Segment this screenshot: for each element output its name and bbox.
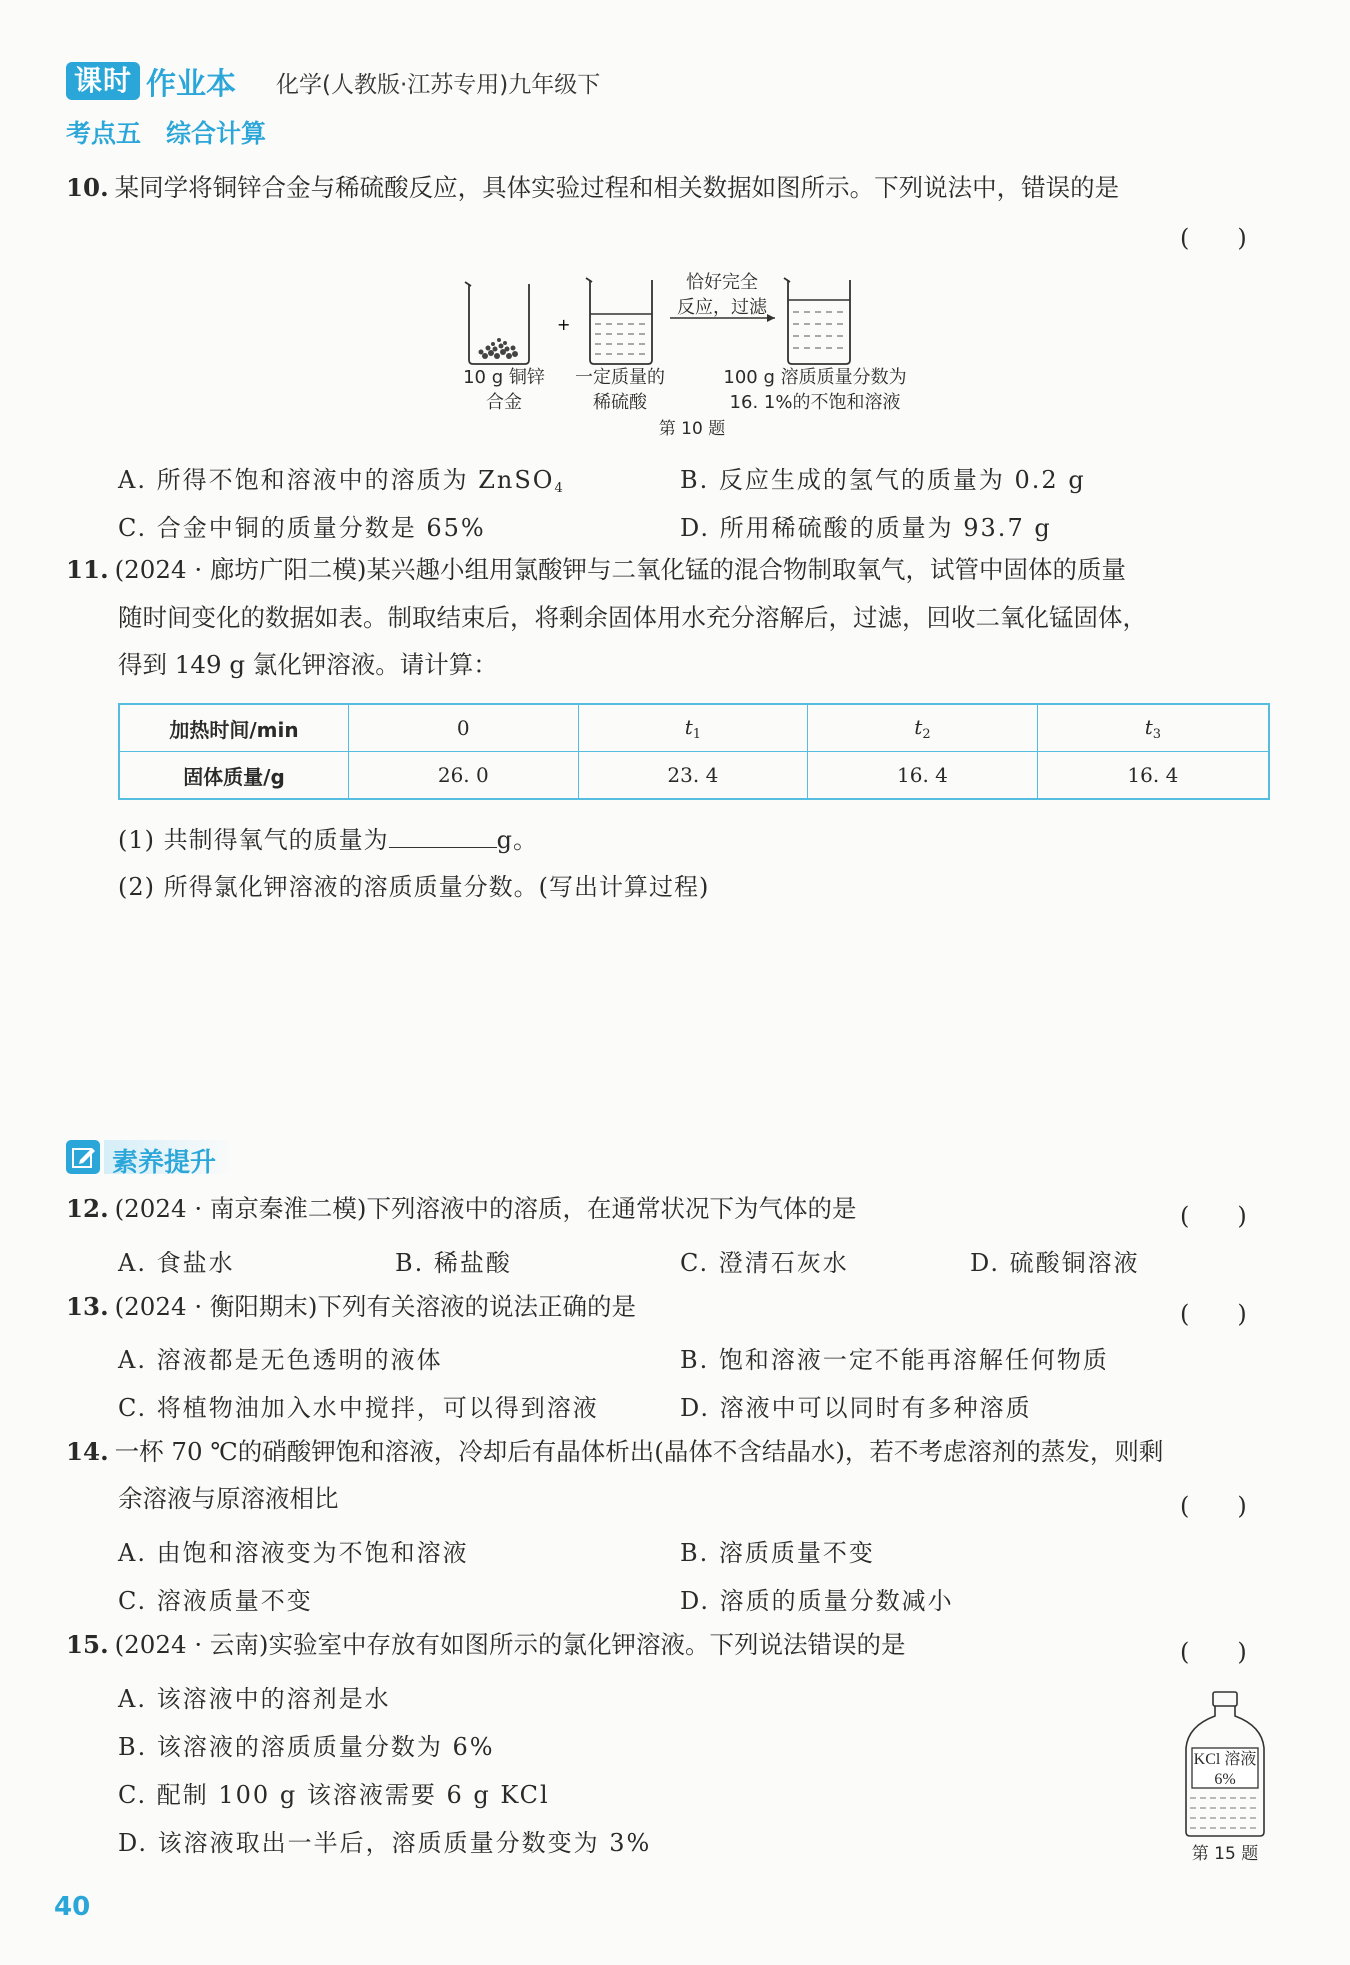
option-text: A. 所得不饱和溶液中的溶质为 ZnSO — [118, 466, 555, 494]
subscript: 1 — [692, 726, 702, 742]
stem-text: (2024 · 廊坊广阳二模)某兴趣小组用氯酸钾与二氧化锰的混合物制取氧气，试管中固体的质量 — [114, 555, 1126, 584]
cell-text: t — [1144, 714, 1153, 739]
beaker-acid — [586, 278, 652, 364]
logo-mark: 课时 — [66, 62, 140, 100]
question-11-line-3: 得到 149 g 氯化钾溶液。请计算： — [118, 650, 498, 679]
table-cell: 16. 4 — [1037, 752, 1269, 800]
option-10-c[interactable]: C. 合金中铜的质量分数是 65% — [118, 514, 486, 542]
label-alloy-line-2: 合金 — [486, 392, 522, 414]
option-13-a[interactable]: A. 溶液都是无色透明的液体 — [118, 1346, 443, 1374]
question-number: 11. — [66, 555, 109, 584]
stem-text: (2024 · 衡阳期末)下列有关溶液的说法正确的是 — [114, 1292, 636, 1321]
table-cell: 16. 4 — [808, 752, 1038, 800]
option-14-a[interactable]: A. 由饱和溶液变为不饱和溶液 — [118, 1539, 469, 1567]
stem-text: 一杯 70 ℃的硝酸钾饱和溶液，冷却后有晶体析出(晶体不含结晶水)，若不考虑溶剂的蒸发，则剩 — [114, 1437, 1164, 1466]
question-11-line-2: 随时间变化的数据如表。制取结束后，将剩余固体用水充分溶解后，过滤，回收二氧化锰固体， — [118, 603, 1147, 632]
option-12-d[interactable]: D. 硫酸铜溶液 — [970, 1249, 1140, 1277]
option-15-c[interactable]: C. 配制 100 g 该溶液需要 6 g KCl — [118, 1781, 550, 1809]
question-number: 14. — [66, 1437, 109, 1466]
table-cell: 23. 4 — [578, 752, 808, 800]
book-subtitle: 化学(人教版·江苏专用)九年级下 — [276, 72, 601, 98]
question-14-line-2: 余溶液与原溶液相比 — [118, 1484, 339, 1513]
cell-text: t — [684, 714, 693, 739]
option-13-b[interactable]: B. 饱和溶液一定不能再溶解任何物质 — [680, 1346, 1109, 1374]
label-alloy-line-1: 10 g 铜锌 — [463, 367, 545, 388]
condition-line-2: 反应，过滤 — [677, 297, 767, 319]
table-cell — [578, 704, 808, 752]
label-acid-line-1: 一定质量的 — [575, 367, 665, 388]
question-14-line-1 — [66, 1437, 1163, 1466]
part-1-text: (1) 共制得氧气的质量为 — [118, 826, 389, 854]
option-15-d[interactable]: D. 该溶液取出一半后，溶质质量分数变为 3% — [118, 1829, 652, 1857]
answer-paren[interactable]: ( ) — [1180, 1638, 1247, 1666]
figure-caption-15: 第 15 题 — [1191, 1844, 1259, 1864]
question-12-stem — [66, 1194, 856, 1223]
book-name: 作业本 — [146, 67, 237, 102]
bottle-label — [1186, 1750, 1264, 1790]
question-number: 13. — [66, 1292, 109, 1321]
option-15-a[interactable]: A. 该溶液中的溶剂是水 — [118, 1685, 391, 1713]
question-11-part-2: (2) 所得氯化钾溶液的溶质质量分数。(写出计算过程) — [118, 873, 710, 901]
label-acid — [561, 365, 679, 415]
option-10-d[interactable]: D. 所用稀硫酸的质量为 93.7 g — [680, 514, 1052, 542]
experiment-diagram — [455, 270, 875, 375]
stem-text: (2024 · 云南)实验室中存放有如图所示的氯化钾溶液。下列说法错误的是 — [114, 1630, 906, 1659]
section-title-5: 考点五 综合计算 — [66, 119, 267, 148]
table-header-mass: 固体质量/g — [119, 752, 349, 800]
label-solution — [700, 365, 930, 415]
label-alloy — [448, 365, 560, 415]
option-14-c[interactable]: C. 溶液质量不变 — [118, 1587, 313, 1615]
option-10-b[interactable]: B. 反应生成的氢气的质量为 0.2 g — [680, 466, 1086, 494]
question-11-part-1 — [118, 820, 538, 855]
table-row — [119, 704, 1269, 752]
question-10-stem — [66, 173, 1119, 202]
subscript: 2 — [922, 726, 931, 742]
cell-text: t — [914, 714, 923, 739]
stem-text: (2024 · 南京秦淮二模)下列溶液中的溶质，在通常状况下为气体的是 — [114, 1194, 857, 1223]
arrow-condition — [667, 270, 777, 320]
option-14-b[interactable]: B. 溶质质量不变 — [680, 1539, 875, 1567]
book-logo — [66, 62, 236, 100]
option-14-d[interactable]: D. 溶质的质量分数减小 — [680, 1587, 954, 1615]
figure-caption-10: 第 10 题 — [658, 419, 726, 439]
option-12-b[interactable]: B. 稀盐酸 — [395, 1249, 512, 1277]
option-13-d[interactable]: D. 溶液中可以同时有多种溶质 — [680, 1394, 1032, 1422]
cell-text: 0 — [456, 716, 470, 740]
bottle-label-line-2: 6% — [1214, 1771, 1236, 1788]
page-number: 40 — [54, 1892, 91, 1922]
answer-blank[interactable] — [389, 825, 497, 848]
answer-paren[interactable]: ( ) — [1180, 1300, 1247, 1328]
option-10-a[interactable] — [118, 460, 565, 496]
table-cell — [1037, 704, 1269, 752]
option-12-c[interactable]: C. 澄清石灰水 — [680, 1249, 849, 1277]
label-solution-line-1: 100 g 溶质质量分数为 — [723, 367, 907, 388]
stem-text: 某同学将铜锌合金与稀硫酸反应，具体实验过程和相关数据如图所示。下列说法中，错误的是 — [114, 173, 1120, 202]
subscript: 3 — [1152, 726, 1162, 742]
question-15-stem — [66, 1630, 905, 1659]
label-acid-line-2: 稀硫酸 — [593, 392, 647, 414]
plus-sign: + — [557, 315, 571, 334]
question-number: 12. — [66, 1194, 109, 1223]
option-13-c[interactable]: C. 将植物油加入水中搅拌，可以得到溶液 — [118, 1394, 599, 1422]
subscript: 4 — [554, 481, 565, 496]
condition-line-1: 恰好完全 — [686, 272, 758, 293]
mass-time-table — [118, 703, 1270, 800]
table-cell: 26. 0 — [349, 752, 579, 800]
beaker-alloy — [465, 282, 529, 364]
section-title-advanced: 素养提升 — [112, 1148, 217, 1178]
table-cell — [808, 704, 1038, 752]
option-12-a[interactable]: A. 食盐水 — [118, 1249, 235, 1277]
part-1-unit: g。 — [496, 826, 538, 854]
table-row — [119, 752, 1269, 800]
question-number: 15. — [66, 1630, 109, 1659]
table-cell — [349, 704, 579, 752]
pencil-icon — [66, 1140, 100, 1174]
table-header-time: 加热时间/min — [119, 704, 349, 752]
label-solution-line-2: 16. 1%的不饱和溶液 — [729, 392, 901, 414]
question-13-stem — [66, 1292, 636, 1321]
answer-paren[interactable]: ( ) — [1180, 1492, 1247, 1520]
option-15-b[interactable]: B. 该溶液的溶质质量分数为 6% — [118, 1733, 495, 1761]
bottle-label-line-1: KCl 溶液 — [1193, 1751, 1257, 1768]
beaker-solution — [784, 278, 850, 364]
question-11-line-1 — [66, 555, 1126, 584]
answer-paren[interactable]: ( ) — [1180, 224, 1247, 252]
question-number: 10. — [66, 173, 109, 202]
answer-paren[interactable]: ( ) — [1180, 1202, 1247, 1230]
